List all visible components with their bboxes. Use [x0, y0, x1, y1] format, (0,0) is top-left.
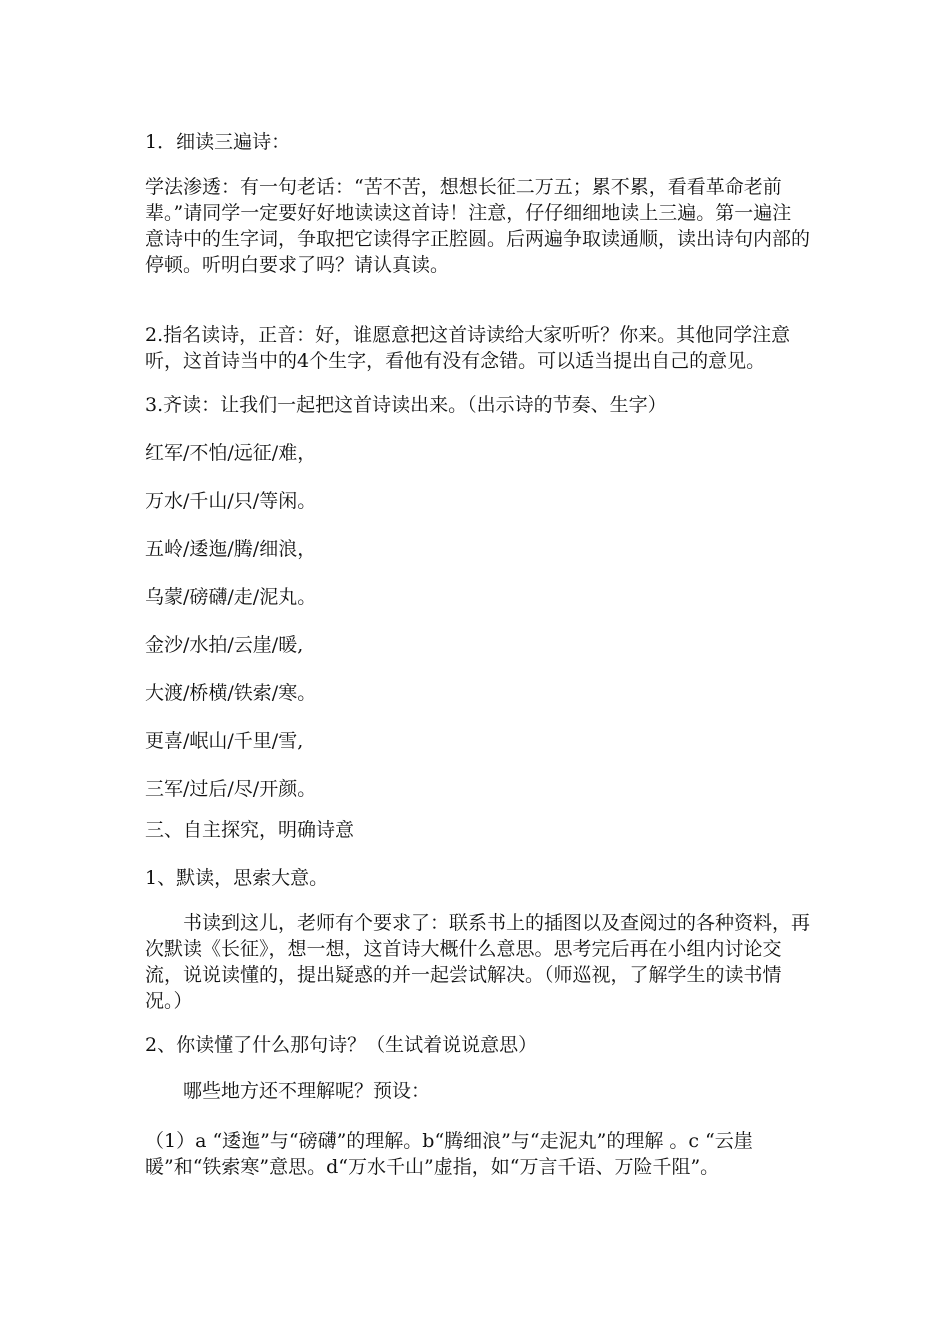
- step1-title: 1．细读三遍诗：: [145, 131, 291, 153]
- poem-line: 大渡/桥横/铁索/寒。: [145, 682, 317, 704]
- sub1-title: 1、默读，思索大意。: [145, 867, 329, 889]
- step1-body: 学法渗透：有一句老话：“苦不苦，想想长征二万五；累不累，看看革命老前辈。”请同学一定要好好地读读这首诗！注意，仔仔细细地读上三遍。第一遍注意诗中的生字词，争取把它读得字正腔圆。后两遍争取读通顺，读出诗句内部的停顿。听明白要求了吗？请认真读。: [145, 176, 811, 276]
- poem-line: 三军/过后/尽/开颜。: [145, 778, 317, 800]
- poem-line: 金沙/水拍/云崖/暖,: [145, 634, 304, 656]
- step3-paragraph: 3.齐读：让我们一起把这首诗读出来。（出示诗的节奏、生字）: [145, 394, 667, 416]
- poem-line: 万水/千山/只/等闲。: [145, 490, 317, 512]
- section3-heading: 三、自主探究，明确诗意: [145, 819, 355, 841]
- poem-line: 五岭/逶迤/腾/细浪，: [145, 538, 317, 560]
- sub2-title: 2、你读懂了什么那句诗？（生试着说说意思）: [145, 1034, 538, 1056]
- step2-paragraph: 2.指名读诗，正音：好，谁愿意把这首诗读给大家听听？你来。其他同学注意听，这首诗当中的4个生字，看他有没有念错。可以适当提出自己的意见。: [145, 324, 791, 372]
- sub2-body: 哪些地方还不理解呢？预设：: [183, 1080, 431, 1102]
- poem-line: 更喜/岷山/千里/雪,: [145, 730, 304, 752]
- preset-1: （1）a “逶迤”与“磅礴”的理解。b“腾细浪”与“走泥丸”的理解 。c “云崖暖”和“铁索寒”意思。d“万水千山”虚指，如“万言千语、万险千阻”。: [145, 1130, 753, 1178]
- sub1-body: 书读到这儿，老师有个要求了：联系书上的插图以及查阅过的各种资料，再次默读《长征》，想一想，这首诗大概什么意思。思考完后再在小组内讨论交流，说说读懂的，提出疑惑的并一起尝试解决。（师巡视，了解学生的读书情况。）: [145, 912, 811, 1012]
- poem-line: 乌蒙/磅礴/走/泥丸。: [145, 586, 317, 608]
- poem-line: 红军/不怕/远征/难，: [145, 442, 317, 464]
